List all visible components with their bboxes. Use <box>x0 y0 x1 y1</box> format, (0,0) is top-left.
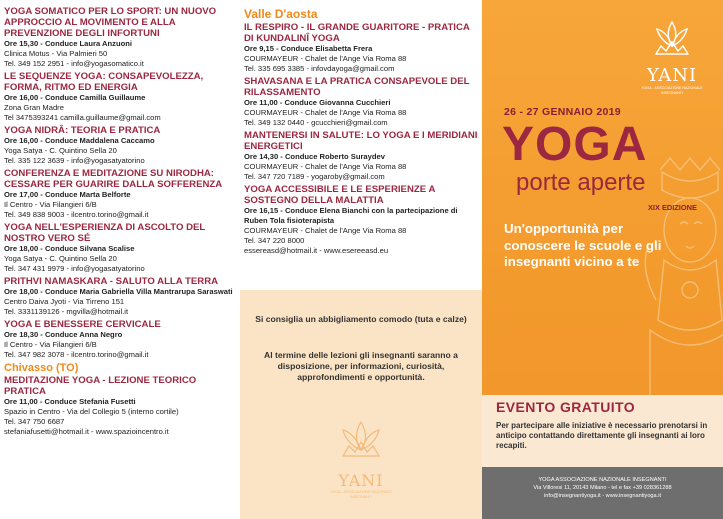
event-phone: Tel. 347 750 6687 <box>4 417 65 426</box>
event-time: Ore 18,00 - Conduce Silvana Scalise <box>4 244 135 253</box>
logo-subtitle: YOGA - ASSOCIAZIONE NAZIONALE INSEGNANTI <box>330 490 392 499</box>
event-time: Ore 9,15 - Conduce Elisabetta Frera <box>244 44 373 53</box>
event-title: MANTENERSI IN SALUTE: LO YOGA E I MERIDIANI ENERGETICI <box>244 130 478 152</box>
event-item <box>4 168 236 220</box>
event-item <box>4 71 236 123</box>
event-item <box>244 22 478 74</box>
event-detail: Il Centro - Via Filangieri 6/B <box>4 340 97 349</box>
cover-panel <box>482 0 723 519</box>
event-detail: Tel. 335 122 3639 - info@yogasatyatorino <box>4 156 145 165</box>
program-column-left <box>0 0 240 519</box>
info-panel <box>240 290 482 519</box>
event-detail: Tel. 349 838 9003 - ilcentro.torino@gmail.it <box>4 210 149 219</box>
event-title: YOGA ACCESSIBILE E LE ESPERIENZE A SOSTEGNO DELLA MALATTIA <box>244 184 436 206</box>
event-detail: Tel. 335 695 3385 - infovdayoga@gmail.com <box>244 64 395 73</box>
event-contact: stefaniafusetti@hotmail.it - www.spazioincentro.it <box>4 427 169 436</box>
footer-contacts: info@insegnantiyoga.it - www.insegnantiyoga.it <box>544 493 661 499</box>
headline-porte-aperte: porte aperte <box>516 169 646 196</box>
program-column-middle <box>240 0 482 519</box>
event-detail: Yoga Satya - C. Quintino Sella 20 <box>4 254 117 263</box>
event-item <box>244 76 478 128</box>
event-item <box>4 125 236 166</box>
event-detail: Yoga Satya - C. Quintino Sella 20 <box>4 146 117 155</box>
headline-yoga: YOGA <box>502 118 648 171</box>
event-time: Ore 17,00 - Conduce Marta Belforte <box>4 190 131 199</box>
event-time: Ore 14,30 - Conduce Roberto Suraydev <box>244 152 385 161</box>
event-detail: Il Centro - Via Filangieri 6/B <box>4 200 97 209</box>
city-heading-chivasso: Chivasso (TO) <box>4 362 79 374</box>
yani-logo <box>321 416 401 500</box>
teachers-note: Al termine delle lezioni gli insegnanti saranno a disposizione, per informazioni, curiosità, approfondimenti e opportunità. <box>264 350 458 382</box>
event-title: IL RESPIRO - IL GRANDE GUARITORE - PRATICA DI KUNDALINÎ YOGA <box>244 22 470 44</box>
event-detail: Tel. 349 132 0440 - gcucchieri@gmail.com <box>244 118 388 127</box>
free-event-title: EVENTO GRATUITO <box>496 399 636 415</box>
edition-label: XIX EDIZIONE <box>648 203 697 212</box>
event-time: Ore 11,00 - Conduce Stefania Fusetti <box>4 397 136 406</box>
event-title: CONFERENZA E MEDITAZIONE SU NIRODHA: CESSARE PER GUARIRE DALLA SOFFERENZA <box>4 168 223 190</box>
event-time: Ore 16,15 - Conduce Elena Bianchi con la partecipazione di Ruben Tola fisioterapista <box>244 206 458 225</box>
event-time: Ore 16,00 - Conduce Camilla Guillaume <box>4 93 146 102</box>
footer-address: Via Villoresi 11, 20143 Milano - tel e fax +39 028361288 <box>533 485 672 491</box>
event-detail: Centro Daiva Jyoti - Via Tirreno 151 <box>4 297 125 306</box>
event-item <box>4 319 236 360</box>
event-title: SHAVASANA E LA PRATICA CONSAPEVOLE DEL RILASSAMENTO <box>244 76 470 98</box>
event-detail: essereasd@hotmail.it - www.esereeasd.eu <box>244 246 389 255</box>
event-location: Spazio in Centro - Via del Collegio 5 (interno cortile) <box>4 407 179 416</box>
event-item <box>4 276 236 317</box>
logo-wordmark: YANI <box>338 471 384 490</box>
footer <box>482 467 723 519</box>
event-title: YOGA NIDRÂ: TEORIA E PRATICA <box>4 125 161 136</box>
event-detail: Clinica Motus - Via Palmieri 50 <box>4 49 108 58</box>
event-time: Ore 15,30 - Conduce Laura Anzuoni <box>4 39 132 48</box>
event-title: YOGA NELL'ESPERIENZA DI ASCOLTO DEL NOSTRO VERO SÉ <box>4 222 206 244</box>
event-list <box>244 22 478 256</box>
event-time: Ore 18,30 - Conduce Anna Negro <box>4 330 123 339</box>
event-detail: Tel. 347 720 7189 - yogaroby@gmail.com <box>244 172 385 181</box>
lotus-crown-icon <box>642 18 702 62</box>
valle-aosta-section <box>240 0 482 290</box>
footer-org: YOGA ASSOCIAZIONE NAZIONALE INSEGNANTI <box>538 477 667 483</box>
tagline: Un'opportunità per conoscere le scuole e gli insegnanti vicino a te <box>504 221 662 269</box>
event-detail: COURMAYEUR - Chalet de l'Ange Via Roma 88 <box>244 162 407 171</box>
event-detail: COURMAYEUR - Chalet de l'Ange Via Roma 88 <box>244 54 407 63</box>
event-detail: Tel 3475393241 camilla.guillaume@gmail.com <box>4 113 161 122</box>
event-list <box>4 6 236 360</box>
event-time: Ore 11,00 - Conduce Giovanna Cucchieri <box>244 98 391 107</box>
logo-subtitle: YOGA - ASSOCIAZIONE NAZIONALE INSEGNANTI <box>641 86 703 95</box>
event-detail: Tel. 347 220 8000 <box>244 236 305 245</box>
event-chivasso <box>4 375 236 437</box>
event-time: Ore 16,00 - Conduce Maddalena Caccamo <box>4 136 155 145</box>
event-title: YOGA SOMATICO PER LO SPORT: UN NUOVO APPROCCIO AL MOVIMENTO E ALLA PREVENZIONE DEGLI INFORTUNI <box>4 6 217 39</box>
event-item <box>244 130 478 182</box>
event-detail: Tel. 347 431 9979 - info@yogasatyatorino <box>4 264 145 273</box>
free-event-text: Per partecipare alle iniziative è necessario prenotarsi in anticipo contattando direttamente gli insegnanti ai loro recapiti. <box>496 421 708 450</box>
event-title: PRITHVI NAMASKARA - SALUTO ALLA TERRA <box>4 276 219 287</box>
event-title: LE SEQUENZE YOGA: CONSAPEVOLEZZA, FORMA, RITMO ED ENERGIA <box>4 71 204 93</box>
event-title: YOGA E BENESSERE CERVICALE <box>4 319 161 330</box>
event-detail: Tel. 349 152 2951 - info@yogasomatico.it <box>4 59 144 68</box>
yani-logo <box>632 18 712 96</box>
event-item <box>4 222 236 274</box>
event-item <box>4 6 236 69</box>
event-item <box>244 184 478 256</box>
logo-wordmark: YANI <box>646 65 698 86</box>
event-detail: COURMAYEUR - Chalet de l'Ange Via Roma 88 <box>244 226 407 235</box>
event-date: 26 - 27 GENNAIO 2019 <box>504 106 621 118</box>
event-title: MEDITAZIONE YOGA - LEZIONE TEORICO PRATICA <box>4 375 197 397</box>
lotus-crown-icon <box>321 416 401 466</box>
clothing-note: Si consiglia un abbigliamento comodo (tuta e calze) <box>255 314 467 324</box>
event-detail: Tel. 3331139126 - mgvilla@hotmail.it <box>4 307 129 316</box>
event-detail: Zona Gran Madre <box>4 103 64 112</box>
city-heading-valle-aosta: Valle D'aosta <box>244 7 318 21</box>
event-detail: COURMAYEUR - Chalet de l'Ange Via Roma 88 <box>244 108 407 117</box>
event-detail: Tel. 347 982 3078 - ilcentro.torino@gmail.it <box>4 350 149 359</box>
event-time: Ore 18,00 - Conduce Maria Gabriella Villa Mantrarupa Saraswati <box>4 287 233 296</box>
